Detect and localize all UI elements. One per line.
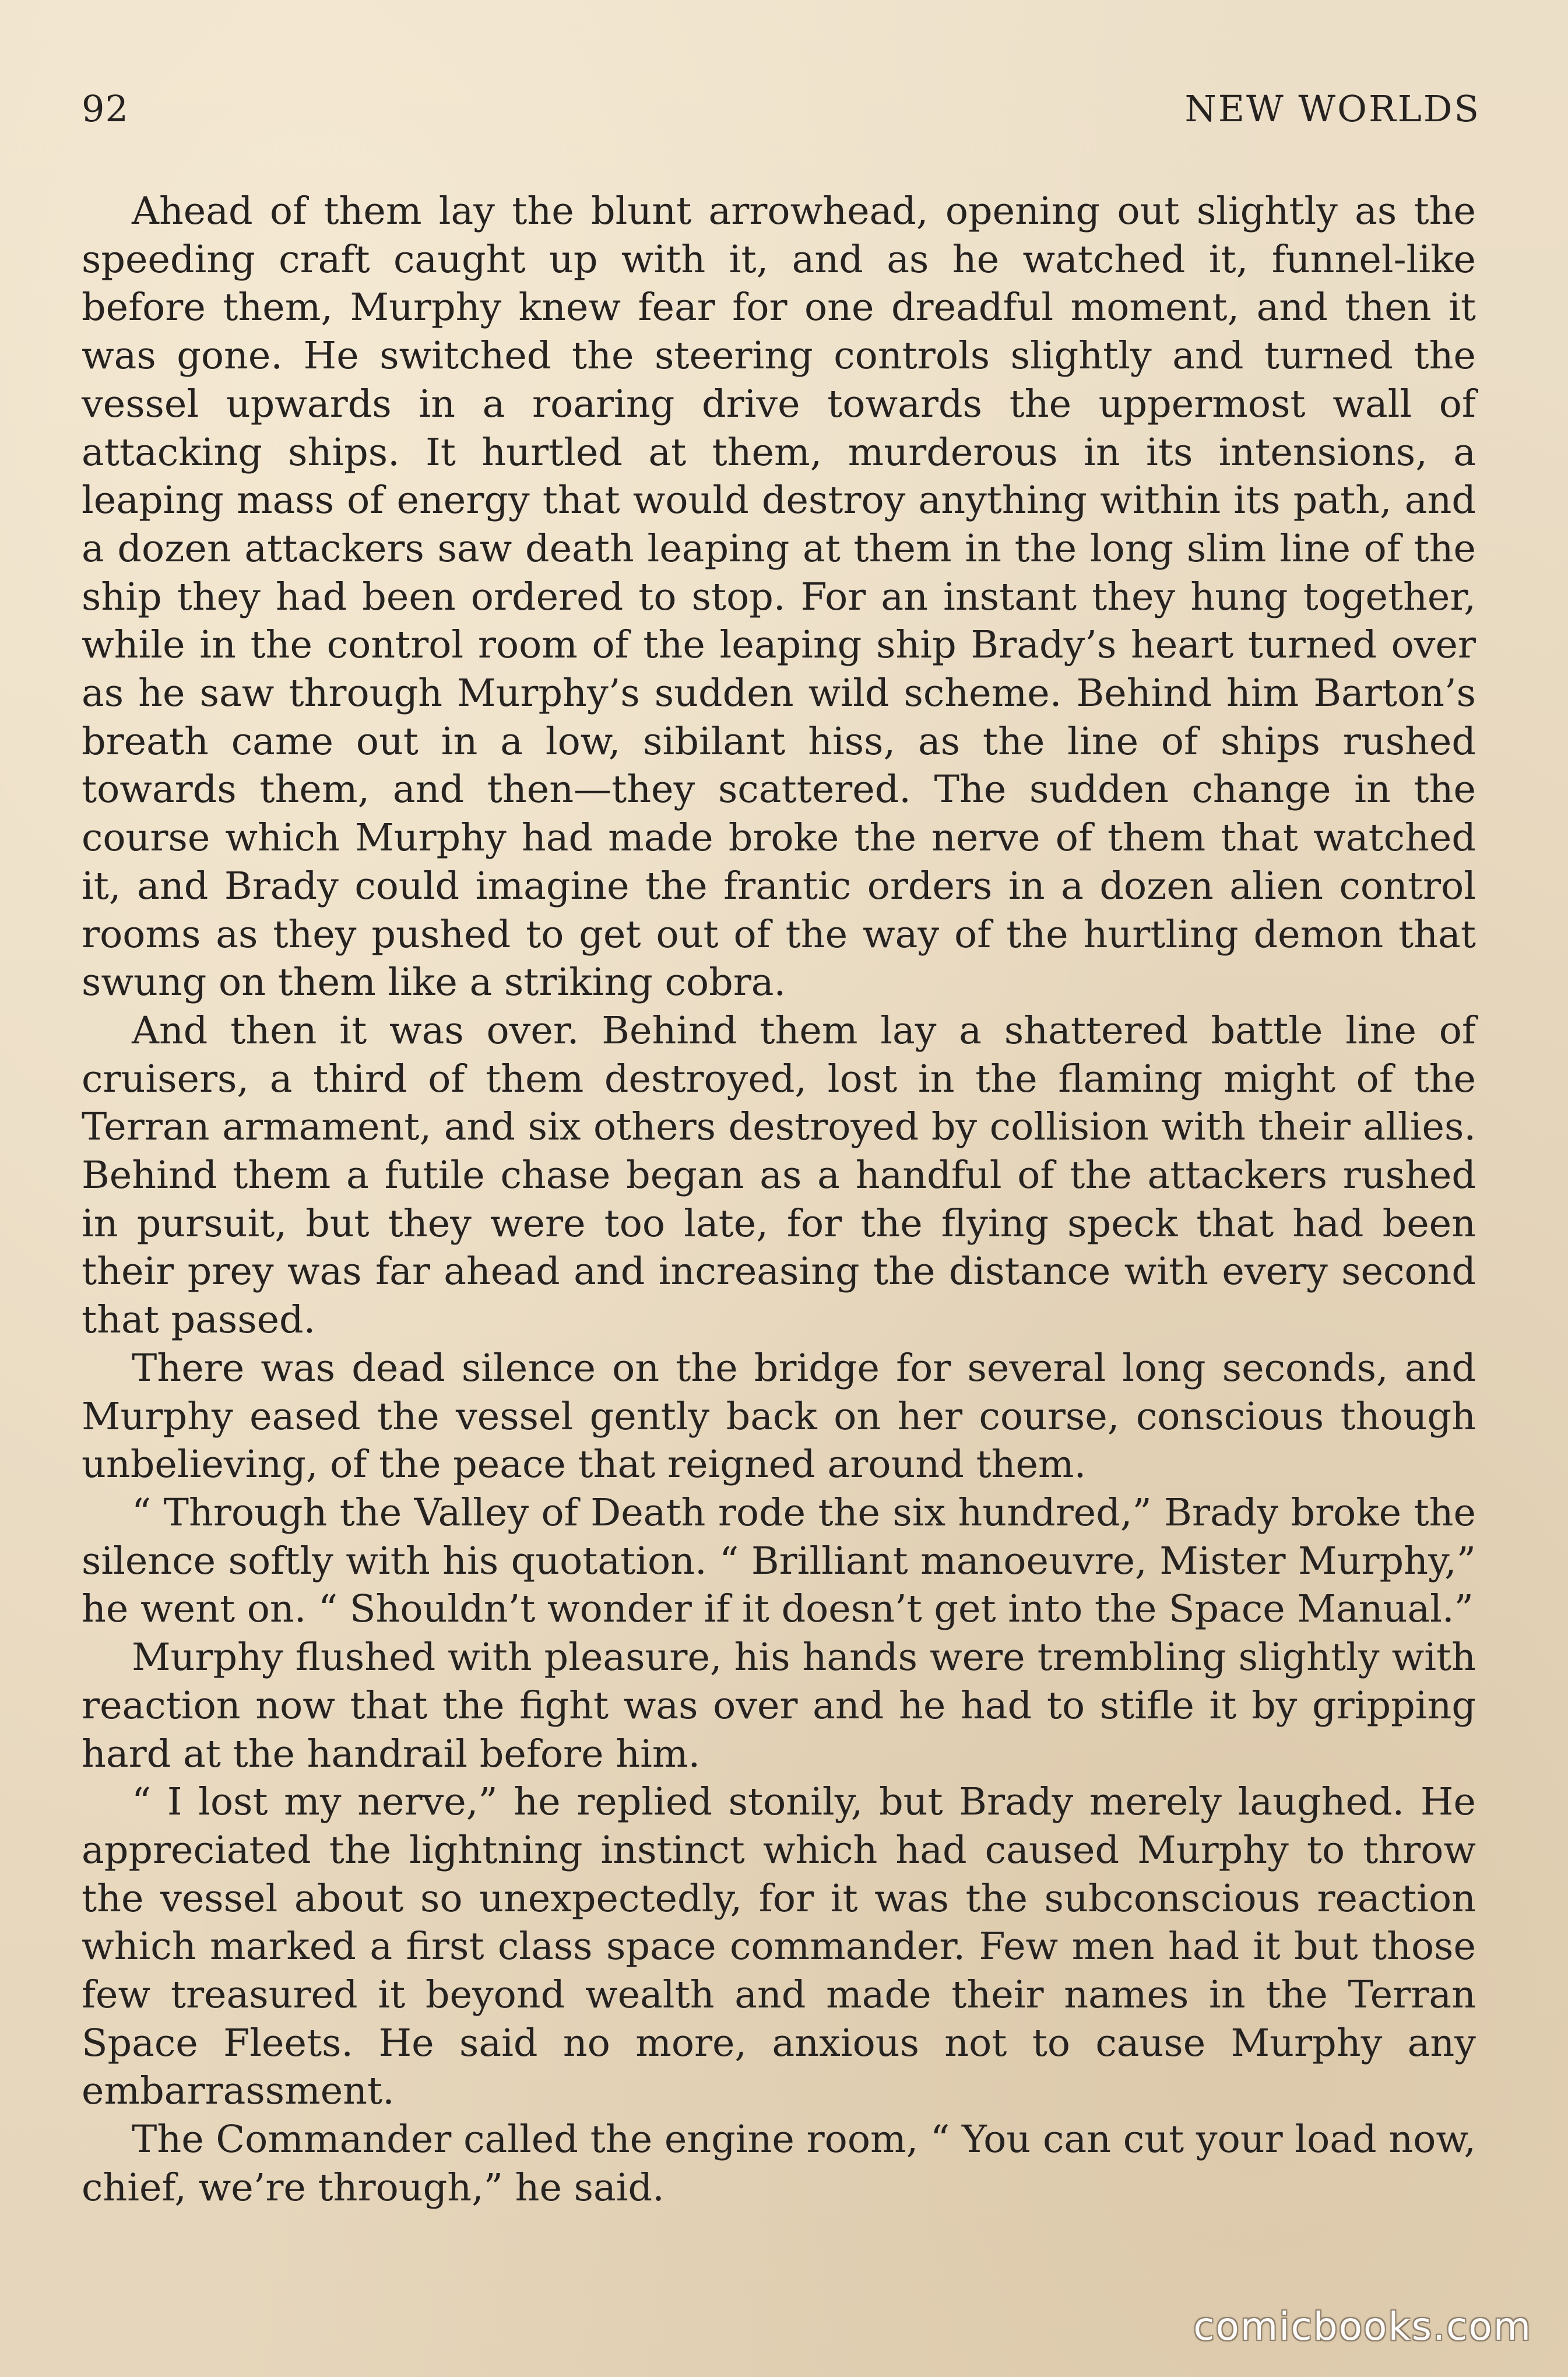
running-title: NEW WORLDS bbox=[1184, 87, 1481, 130]
watermark: comicbooks.com bbox=[1193, 2304, 1532, 2349]
paragraph: The Commander called the engine room, “ You can cut your load now, chief, we’re through,” he said. bbox=[82, 2118, 1476, 2210]
paragraph: There was dead silence on the bridge for several long seconds, and Murphy eased the vessel gently back on her course, conscious though unbelieving, of the peace that reigned around them. bbox=[82, 1346, 1476, 1487]
paragraph: Murphy flushed with pleasure, his hands were trembling slightly with reaction now that the fight was over and he had to stifle it by gripping hard at the handrail before him. bbox=[82, 1636, 1476, 1776]
paragraph: Ahead of them lay the blunt arrowhead, opening out slightly as the speeding craft caught up with it, and as he watched it, funnel-like before them, Murphy knew fear for one dreadful moment, and then it was gone. He switched the steering controls slightly and turned the vessel upwards in a roaring drive towards the uppermost wall of attacking ships. It hurtled at them, murderous in its intensions, a leaping mass of energy that would destroy anything within its path, and a dozen attackers saw death leaping at them in the long slim line of the ship they had been ordered to stop. For an instant they hung together, while in the control room of the leaping ship Brady’s heart turned over as he saw through Murphy’s sudden wild scheme. Behind him Barton’s breath came out in a low, sibilant hiss, as the line of ships rushed towards them, and then—they scattered. The sudden change in the course which Murphy had made broke the nerve of them that watched it, and Brady could imagine the frantic orders in a dozen alien control rooms as they pushed to get out of the way of the hurtling demon that swung on them like a striking cobra. bbox=[82, 189, 1476, 1005]
running-head bbox=[82, 87, 1481, 140]
page-number: 92 bbox=[82, 87, 129, 130]
body-text bbox=[82, 188, 1476, 2213]
paragraph: “ Through the Valley of Death rode the six hundred,” Brady broke the silence softly with his quotation. “ Brilliant manoeuvre, Mister Murphy,” he went on. “ Shouldn’t wonder if it doesn’t get into the Space Manual.” bbox=[82, 1490, 1476, 1631]
paragraph: And then it was over. Behind them lay a shattered battle line of cruisers, a third of them destroyed, lost in the flaming might of the Terran armament, and six others destroyed by collision with their allies. Behind them a futile chase began as a handful of the attackers rushed in pursuit, but they were too late, for the flying speck that had been their prey was far ahead and increasing the distance with every second that passed. bbox=[82, 1008, 1476, 1342]
paragraph: “ I lost my nerve,” he replied stonily, but Brady merely laughed. He appreciated the lightning instinct which had caused Murphy to throw the vessel about so unexpectedly, for it was the subconscious reaction which marked a first class space commander. Few men had it but those few treasured it beyond wealth and made their names in the Terran Space Fleets. He said no more, anxious not to cause Murphy any embarrassment. bbox=[82, 1780, 1476, 2114]
